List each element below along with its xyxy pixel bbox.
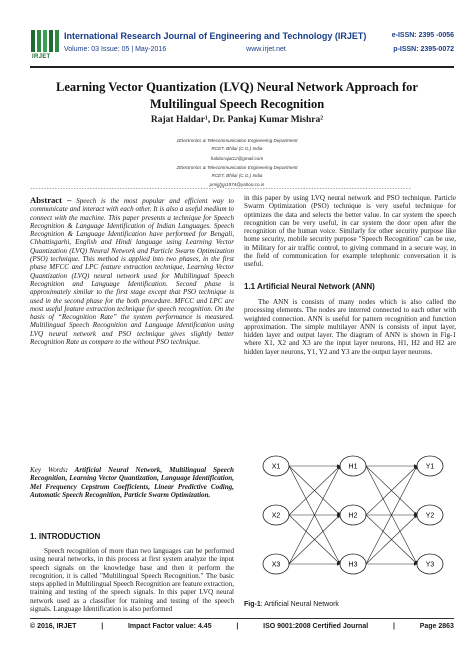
node-y1 <box>417 456 443 476</box>
figure-caption-text: : Artificial Neural Network <box>260 601 339 608</box>
journal-title: International Research Journal of Engineering and Technology (IRJET) <box>64 31 367 41</box>
abstract-label: Abstract – <box>30 195 72 205</box>
abstract-text: Speech is the most popular and efficient way to communicate and interact with each other. It is also a useful medium to connect with the machine. This paper presents a technique for Speech Recognition & Language Identification of Indian Languages. Speech Recognition & Language Identification have performed for Bengali, Chhattisgarhi, English and Hindi language using Learning Vector Quantization (LVQ) Neural Network and Particle Swarm Optimization (PSO) technique. This method is applied into two phases, in the first phase MFCC and LPC feature extraction technique, Learning Vector Quantization (LVQ) neural network used for Multilingual Speech Recognition and Language Identification. Second phase is approximately similar to the first stage except that PSO technique is used in the second phase for the both procedure. MFCC and LPC are most useful feature extraction technique for speech recognition. On the basis of “Recognition Rate” the system performance is measured. Multilingual Speech Recognition and Language Identification using LVQ neural network and PSO technique gives slightly better Recognition Rate as compare to the without PSO technique. <box>30 197 234 347</box>
node-h3 <box>340 554 366 574</box>
node-label: H3 <box>348 561 358 569</box>
footer-sep-1: | <box>101 623 104 630</box>
pissn: p-ISSN: 2395-0072 <box>393 46 454 53</box>
footer-sep-2: | <box>236 623 239 630</box>
node-label: X1 <box>271 463 281 471</box>
node-label: X3 <box>271 561 281 569</box>
section-1-1-heading: 1.1 Artificial Neural Network (ANN) <box>244 282 375 291</box>
right-paragraph-2: The ANN is consists of many nodes which is also called the processing elements. The nodes are interred connected to each other with weighted connection. ANN is useful for pattern recognition and function approximation. The simple multilayer ANN is consists of input layer, hidden layer and output layer. The diagram of ANN is shown in Fig-1 where X1, X2 and X3 are the input layer neurons, H1, H2 and H2 are hidden layer neurons, Y1, Y2 and Y3 are the output layer neurons. <box>244 298 456 356</box>
paper-title <box>40 79 434 113</box>
node-h2 <box>340 505 366 525</box>
node-x3 <box>263 554 289 574</box>
footer <box>30 623 454 630</box>
affiliation-1-email[interactable]: haldarrajat12@gmail.com <box>210 156 264 161</box>
affiliation-2-dept: 2Electronics & Telecommunication Engineering Department <box>176 165 298 170</box>
keywords-text: : Artificial Neural Network, Multilingual Speech Recognition, Learning Vector Quantization, Language Identification, Mel Frequency Cepstrum Coefficients, Linear Predictive Coding, Automatic Speech Recognition, Particle Swarm Optimization. <box>30 466 234 499</box>
node-x1 <box>263 456 289 476</box>
footer-copyright: © 2016, IRJET <box>30 623 77 630</box>
node-y3 <box>417 554 443 574</box>
node-label: Y2 <box>425 512 435 520</box>
node-y2 <box>417 505 443 525</box>
node-label: Y1 <box>425 463 435 471</box>
affiliation-1-inst: RCET, Bhilai (C.G.) India <box>211 146 263 151</box>
node-x2 <box>263 505 289 525</box>
affiliation-2-inst: RCET, Bhilai (C.G.) India <box>211 173 263 178</box>
footer-divider <box>30 618 454 619</box>
figure-caption <box>244 601 339 608</box>
logo-text: IRJET <box>32 54 51 60</box>
keywords-label: Key Words <box>30 466 66 474</box>
footer-iso: ISO 9001:2008 Certified Journal <box>263 623 369 630</box>
ann-diagram <box>258 448 448 583</box>
title-line-2: Multilingual Speech Recognition <box>149 96 325 111</box>
authors: Rajat Haldar¹, Dr. Pankaj Kumar Mishra² <box>150 115 324 125</box>
journal-header <box>30 28 454 68</box>
affiliation-1-dept: 1Electronics & Telecommunication Engineering Department <box>176 138 298 143</box>
footer-sep-3: | <box>392 623 395 630</box>
footer-impact: Impact Factor value: 4.45 <box>127 623 212 630</box>
abstract <box>30 196 234 346</box>
section-separator: ---------------------------------------------------------------------***--------------------------------------------------------------------- <box>30 186 411 192</box>
node-label: H2 <box>348 512 358 520</box>
header-divider <box>30 66 454 68</box>
intro-heading: 1. INTRODUCTION <box>30 532 101 541</box>
title-line-1: Learning Vector Quantization (LVQ) Neural Network Approach for <box>56 80 418 94</box>
intro-paragraph: Speech recognition of more than two languages can be performed using neural networks, in this process at first system analyze the input speech signals on the knowledge base and then it perform the recognition, it is called "Multilingual Speech Recognition." The basic steps applied in Multilingual Speech Recognition are feature extraction, training and testing of the speech signals. In this paper LVQ neural network used as a classifier for training and testing of the speech signals. Language Identification is also performed <box>30 547 234 614</box>
node-h1 <box>340 456 366 476</box>
eissn: e-ISSN: 2395 -0056 <box>391 32 454 39</box>
node-label: H1 <box>348 463 358 471</box>
node-label: Y3 <box>425 561 435 569</box>
journal-volume <box>64 46 286 53</box>
affiliation-2-email[interactable]: pmishra1974@yahoo.co.in <box>209 182 265 187</box>
figure-caption-label: Fig-1 <box>244 601 261 608</box>
journal-url[interactable]: www.irjet.net <box>246 46 286 53</box>
volume-info: Volume: 03 Issue: 05 | May-2016 <box>64 46 167 53</box>
keywords <box>30 466 234 499</box>
right-paragraph-1: in this paper by using LVQ neural network and PSO technique. Particle Swarm Optimization (PSO) technique is very useful technique for optimizes the data and selects the better value. In car system the speech recognition can be very useful, in car system the door open after the recognition of the human voice. Similarly for other security purpose like home security, mobile security purpose "Speech Recognition" can be use, in Military for air traffic control, to giving command in a secure way, in the field of communication for example telephonic conversation it is useful. <box>244 194 456 269</box>
footer-page: Page 2863 <box>419 623 454 630</box>
node-label: X2 <box>271 512 281 520</box>
